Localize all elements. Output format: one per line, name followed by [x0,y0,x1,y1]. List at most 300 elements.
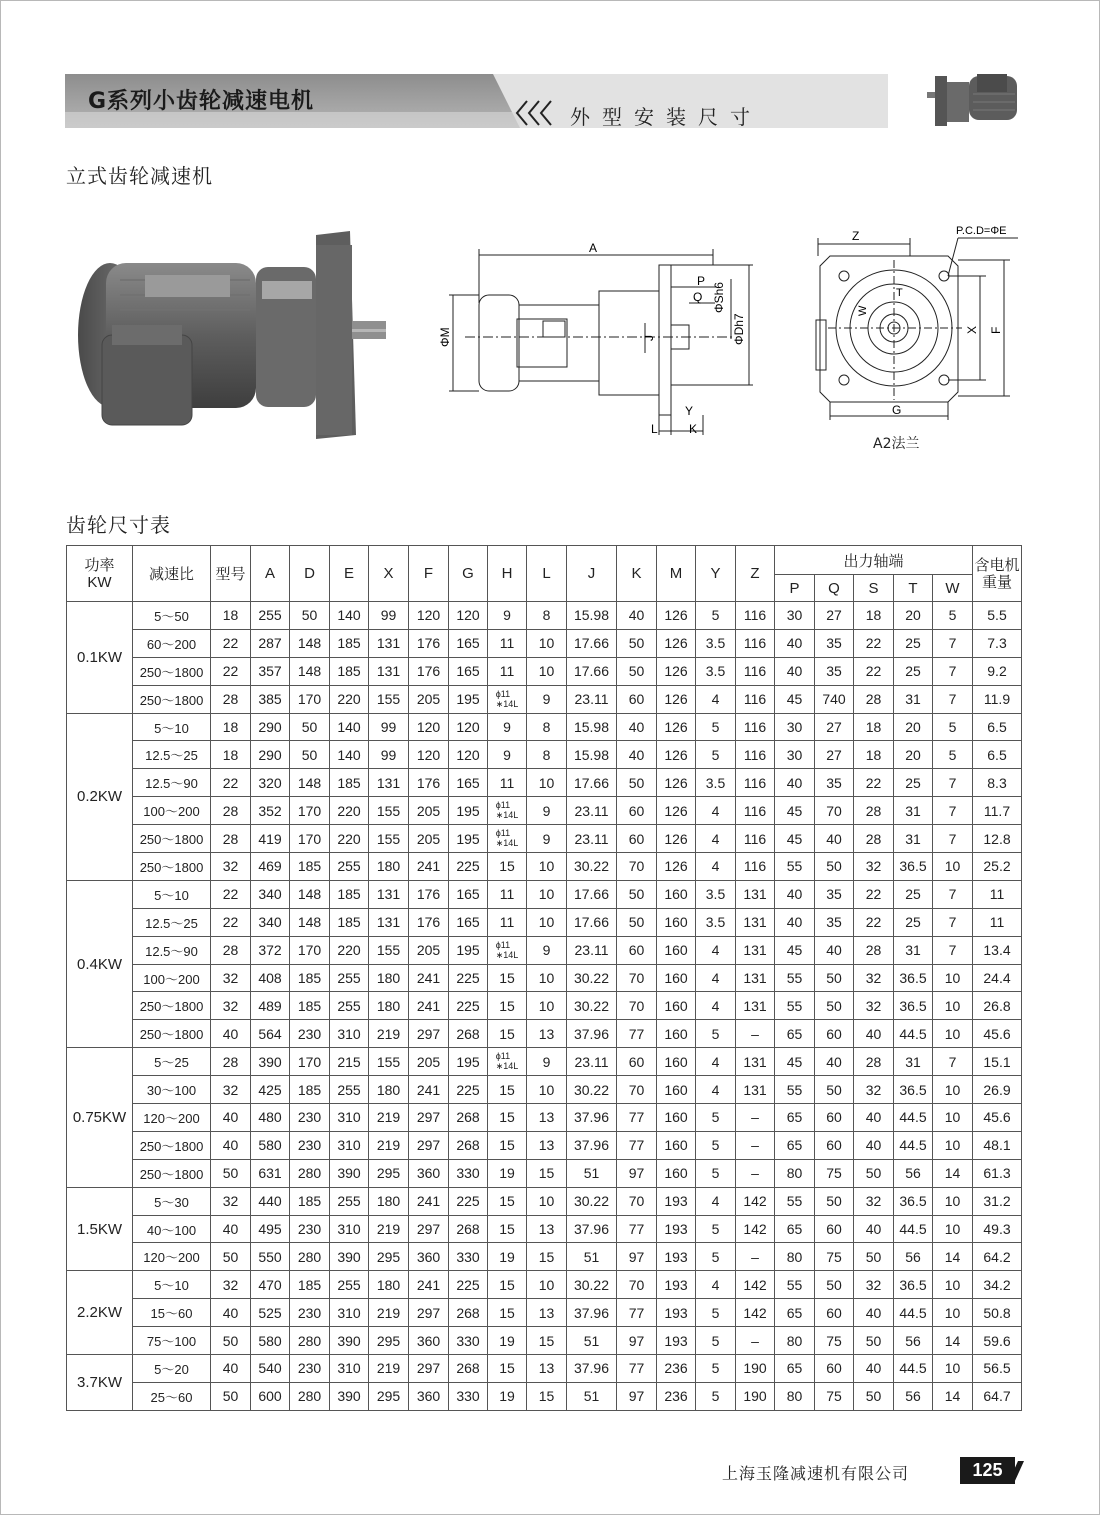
table-cell: 193 [657,1299,696,1327]
table-row [67,1327,1022,1355]
h-special-bottom: ∗14L [495,838,519,849]
table-cell: 580 [251,1327,290,1355]
table-cell: 489 [251,992,290,1020]
table-cell: 155 [369,825,409,853]
table-cell: 40 [815,936,854,964]
table-cell: 99 [369,602,409,630]
table-cell: 15 [488,1299,527,1327]
table-cell: 40 [775,880,815,908]
table-cell: 5 [696,1020,736,1048]
table-cell: 28 [854,685,894,713]
table-cell: 3.5 [696,657,736,685]
table-cell: 10 [933,1187,973,1215]
table-cell: 30.22 [567,1271,617,1299]
flange-t-label: T [896,287,903,299]
table-cell: 9 [527,825,567,853]
table-cell: 25 [894,657,933,685]
table-cell: 185 [330,629,369,657]
table-cell: 60 [617,936,657,964]
table-cell: 4 [696,992,736,1020]
table-cell: 15 [488,1131,527,1159]
table-cell: 564 [251,1020,290,1048]
power-cell: 0.75KW [67,1048,133,1187]
table-cell: 19 [488,1382,527,1410]
table-row [67,964,1022,992]
table-cell: 5 [696,1104,736,1132]
table-cell: 155 [369,685,409,713]
table-row [67,1299,1022,1327]
table-cell: 295 [369,1159,409,1187]
table-cell: 11.7 [973,797,1022,825]
power-cell: 3.7KW [67,1355,133,1411]
table-cell: 250～1800 [133,1020,211,1048]
table-cell: 7 [933,769,973,797]
table-cell: 126 [657,685,696,713]
table-cell: 24.4 [973,964,1022,992]
table-cell: 4 [696,964,736,992]
header-col: F [409,546,449,602]
table-cell: 20 [894,713,933,741]
table-cell: 12.8 [973,825,1022,853]
table-cell: 219 [369,1355,409,1383]
table-cell: 7 [933,657,973,685]
table-cell: 241 [409,964,449,992]
table-cell: 4 [696,685,736,713]
table-cell: 330 [449,1382,488,1410]
table-cell: 17.66 [567,657,617,685]
table-cell: 176 [409,769,449,797]
table-cell: 360 [409,1243,449,1271]
table-cell: 20 [894,741,933,769]
table-cell: 37.96 [567,1020,617,1048]
table-cell: 50 [211,1327,251,1355]
table-row [67,1104,1022,1132]
table-cell: 60 [617,1048,657,1076]
table-cell: 40 [815,1048,854,1076]
table-cell: 15 [488,1215,527,1243]
table-cell: 5～25 [133,1048,211,1076]
table-cell: 360 [409,1327,449,1355]
table-cell: 120～200 [133,1243,211,1271]
table-cell: 4 [696,1271,736,1299]
table-cell: 40 [775,908,815,936]
table-cell: 56 [894,1382,933,1410]
table-cell: 32 [211,1187,251,1215]
table-cell: 97 [617,1327,657,1355]
table-cell: 32 [854,992,894,1020]
table-cell: 30～100 [133,1076,211,1104]
table-cell: 131 [369,908,409,936]
section-title-vertical: 立式齿轮减速机 [66,164,213,188]
table-cell: 250～1800 [133,657,211,685]
table-cell: 10 [527,1187,567,1215]
table-cell: 23.11 [567,825,617,853]
dim-dh7-label: ΦDh7 [732,313,746,345]
table-cell: 60 [617,685,657,713]
dim-m-label: ΦM [438,327,452,347]
table-cell: 40 [854,1104,894,1132]
table-cell: 50 [290,713,330,741]
table-cell: 160 [657,1131,696,1159]
table-cell: 116 [736,769,775,797]
table-cell: – [736,1327,775,1355]
table-cell: 255 [330,964,369,992]
table-cell: 11 [973,880,1022,908]
table-row [67,1020,1022,1048]
dim-y-label: Y [685,404,694,418]
flange-g-label: G [892,403,902,417]
table-cell: 4 [696,1076,736,1104]
table-cell: 11 [973,908,1022,936]
table-cell: 126 [657,853,696,881]
table-cell: 297 [409,1020,449,1048]
table-row [67,936,1022,964]
table-cell: 11 [488,908,527,936]
table-cell: 36.5 [894,853,933,881]
table-cell: 241 [409,992,449,1020]
table-cell: 205 [409,685,449,713]
table-cell: 40 [211,1299,251,1327]
table-cell: 97 [617,1159,657,1187]
table-cell: 35 [815,769,854,797]
table-cell: 170 [290,1048,330,1076]
table-cell: 116 [736,797,775,825]
table-cell: 32 [211,1271,251,1299]
table-cell: 425 [251,1076,290,1104]
table-cell: 77 [617,1020,657,1048]
table-cell: 180 [369,1076,409,1104]
table-cell: 219 [369,1299,409,1327]
table-cell: 30.22 [567,1076,617,1104]
header-shaft-col: W [933,575,973,602]
table-cell: 22 [211,908,251,936]
table-cell: 70 [815,797,854,825]
table-cell: 330 [449,1159,488,1187]
table-cell: 65 [775,1104,815,1132]
table-cell: 13.4 [973,936,1022,964]
table-cell: 40 [211,1355,251,1383]
table-cell: 390 [330,1159,369,1187]
table-cell: 51 [567,1159,617,1187]
table-cell: 15 [488,1020,527,1048]
table-cell: 22 [211,880,251,908]
table-cell: 600 [251,1382,290,1410]
table-cell: 6.5 [973,713,1022,741]
table-cell: 50 [815,1271,854,1299]
table-cell: 65 [775,1215,815,1243]
table-cell: 241 [409,853,449,881]
header-col: J [567,546,617,602]
table-cell: 15 [488,1187,527,1215]
table-cell: 5 [696,1215,736,1243]
table-cell: 219 [369,1020,409,1048]
table-cell: 40 [211,1131,251,1159]
table-cell: 225 [449,964,488,992]
table-cell: 37.96 [567,1299,617,1327]
table-cell: 17.66 [567,769,617,797]
table-cell: 40 [211,1104,251,1132]
table-cell: 5 [696,713,736,741]
table-cell: 60 [815,1355,854,1383]
table-cell: 40 [211,1020,251,1048]
table-cell: 160 [657,1020,696,1048]
table-cell: 75 [815,1382,854,1410]
table-cell: 185 [290,1187,330,1215]
table-cell: 32 [854,1076,894,1104]
dim-l-label: L [651,422,658,436]
table-cell: 5 [933,741,973,769]
table-cell: 7 [933,629,973,657]
table-cell: 126 [657,797,696,825]
table-cell: 220 [330,685,369,713]
table-cell: 56 [894,1243,933,1271]
table-cell: 60～200 [133,629,211,657]
table-cell: 15.98 [567,713,617,741]
table-cell: 5 [696,741,736,769]
table-cell: 5～20 [133,1355,211,1383]
table-cell: 8 [527,602,567,630]
table-cell: 77 [617,1131,657,1159]
table-cell: 225 [449,1076,488,1104]
header-subtitle: 外型安装尺寸 [570,105,762,129]
dim-a-label: A [588,241,598,255]
table-cell: 310 [330,1215,369,1243]
table-cell: 7 [933,880,973,908]
table-cell: 13 [527,1355,567,1383]
table-cell: 18 [854,713,894,741]
table-cell: 31 [894,1048,933,1076]
table-cell: 495 [251,1215,290,1243]
table-cell: 155 [369,797,409,825]
table-cell: 9 [527,1048,567,1076]
table-cell: 280 [290,1327,330,1355]
flange-w-label: W [857,305,869,316]
h-special-bottom: ∗14L [495,1061,519,1072]
table-cell: 15 [488,1076,527,1104]
table-cell: 55 [775,1076,815,1104]
table-cell: 99 [369,713,409,741]
table-cell: 32 [854,1187,894,1215]
table-cell: 100～200 [133,964,211,992]
table-cell: 22 [854,657,894,685]
table-cell: 31 [894,936,933,964]
table-cell: 23.11 [567,936,617,964]
table-cell: 131 [369,880,409,908]
table-cell: 15 [488,1355,527,1383]
table-cell: 10 [527,964,567,992]
table-row [67,880,1022,908]
table-cell: 28 [854,797,894,825]
table-cell: 9 [488,741,527,769]
page-number: 125 [960,1457,1015,1484]
table-cell: 51 [567,1243,617,1271]
table-cell: 15～60 [133,1299,211,1327]
table-cell: 14 [933,1327,973,1355]
dim-q-label: Q [693,290,703,304]
gear-dimension-table [66,545,1022,1411]
table-row [67,797,1022,825]
table-cell: 50 [617,769,657,797]
table-cell: 27 [815,741,854,769]
table-cell: 241 [409,1076,449,1104]
table-cell: 75 [815,1159,854,1187]
table-cell: 160 [657,1048,696,1076]
table-cell: 116 [736,657,775,685]
table-cell: 193 [657,1271,696,1299]
table-cell: 120 [449,741,488,769]
table-cell: 15 [488,964,527,992]
table-cell: 3.5 [696,908,736,936]
table-cell: 287 [251,629,290,657]
header-shaft-col: T [894,575,933,602]
table-cell: 5 [933,602,973,630]
table-cell: 50 [854,1159,894,1187]
table-cell: 195 [449,685,488,713]
table-cell: 13 [527,1131,567,1159]
table-cell: 32 [854,1271,894,1299]
table-cell: 116 [736,741,775,769]
table-cell: 65 [775,1020,815,1048]
table-cell: 30.22 [567,853,617,881]
table-cell: 7 [933,685,973,713]
h-special-bottom: ∗14L [495,810,519,821]
table-cell: 525 [251,1299,290,1327]
table-cell: 4 [696,825,736,853]
table-cell: 25～60 [133,1382,211,1410]
table-cell: 55 [775,1271,815,1299]
table-cell: 372 [251,936,290,964]
table-cell: 116 [736,825,775,853]
table-cell: 148 [290,908,330,936]
table-cell: 19 [488,1327,527,1355]
table-cell: 195 [449,825,488,853]
table-cell: 28 [211,1048,251,1076]
table-cell: 116 [736,602,775,630]
table-cell: 40 [854,1020,894,1048]
table-cell: 45 [775,685,815,713]
table-cell: 44.5 [894,1215,933,1243]
table-cell: 241 [409,1187,449,1215]
header-ratio: 减速比 [133,546,211,602]
table-cell: 142 [736,1299,775,1327]
table-cell: 28 [211,685,251,713]
table-cell: 116 [736,685,775,713]
table-cell: 120 [409,713,449,741]
table-cell: 225 [449,1187,488,1215]
table-cell: 77 [617,1355,657,1383]
section-title-table: 齿轮尺寸表 [66,513,171,537]
table-row [67,908,1022,936]
table-cell: 30.22 [567,1187,617,1215]
table-cell: 45 [775,825,815,853]
table-cell: 280 [290,1243,330,1271]
header-shaft-col: P [775,575,815,602]
table-cell: 219 [369,1131,409,1159]
table-cell: 99 [369,741,409,769]
table-cell: 50 [854,1243,894,1271]
table-cell: 50 [815,1076,854,1104]
table-cell: 142 [736,1215,775,1243]
table-cell: 185 [290,1076,330,1104]
table-cell: 60 [815,1020,854,1048]
table-cell: 50 [854,1382,894,1410]
table-cell: 18 [211,741,251,769]
header-col: Z [736,546,775,602]
table-cell: 60 [617,825,657,853]
table-cell: 131 [736,936,775,964]
table-cell: 480 [251,1104,290,1132]
table-cell: 131 [736,1048,775,1076]
table-cell: 30 [775,741,815,769]
table-cell: 185 [290,964,330,992]
table-cell: 295 [369,1327,409,1355]
table-cell: 75 [815,1243,854,1271]
table-cell: 340 [251,880,290,908]
table-cell: 310 [330,1299,369,1327]
table-cell: 225 [449,1271,488,1299]
table-cell: 23.11 [567,797,617,825]
table-cell: 219 [369,1104,409,1132]
table-cell: 155 [369,1048,409,1076]
table-cell: 385 [251,685,290,713]
table-cell: 23.11 [567,1048,617,1076]
h-special-cell [488,797,527,825]
table-cell: 12.5～90 [133,769,211,797]
table-cell: 10 [933,1355,973,1383]
table-cell: 195 [449,797,488,825]
table-cell: 236 [657,1382,696,1410]
table-cell: 180 [369,964,409,992]
header-col: M [657,546,696,602]
table-cell: 160 [657,992,696,1020]
table-cell: 25 [894,908,933,936]
table-cell: 18 [854,741,894,769]
table-cell: 185 [330,769,369,797]
header-col: G [449,546,488,602]
table-cell: 64.7 [973,1382,1022,1410]
table-cell: 30 [775,713,815,741]
table-cell: 131 [736,992,775,1020]
table-row [67,853,1022,881]
table-cell: 255 [330,1271,369,1299]
table-cell: 419 [251,825,290,853]
table-cell: 193 [657,1187,696,1215]
table-cell: 5 [696,1299,736,1327]
table-cell: 65 [775,1299,815,1327]
table-cell: 50 [815,853,854,881]
table-cell: 50 [290,602,330,630]
table-cell: 148 [290,629,330,657]
table-row [67,825,1022,853]
table-cell: 10 [527,880,567,908]
table-body [67,602,1022,1411]
table-cell: 225 [449,853,488,881]
table-cell: – [736,1104,775,1132]
table-cell: 77 [617,1104,657,1132]
table-cell: 7.3 [973,629,1022,657]
table-cell: 15.1 [973,1048,1022,1076]
table-cell: 56 [894,1327,933,1355]
table-cell: 30.22 [567,992,617,1020]
table-cell: 10 [527,853,567,881]
table-cell: 15 [527,1243,567,1271]
table-cell: 185 [330,908,369,936]
table-cell: 40 [815,825,854,853]
table-cell: 55 [775,853,815,881]
table-cell: 55 [775,1187,815,1215]
table-cell: 70 [617,1076,657,1104]
table-cell: 176 [409,629,449,657]
